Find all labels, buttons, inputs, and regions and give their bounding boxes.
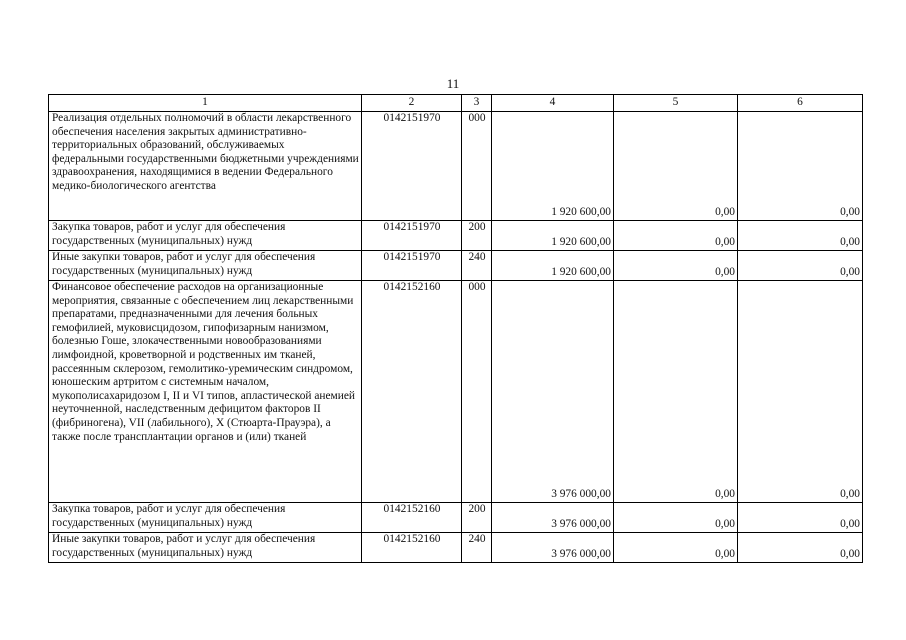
table-row [49,281,863,503]
amount-col5: 0,00 [614,251,738,281]
target-code: 0142152160 [362,503,462,533]
table-row [49,533,863,563]
amount-col6: 0,00 [738,503,863,533]
target-code: 0142151970 [362,221,462,251]
target-code: 0142152160 [362,281,462,503]
amount-col6: 0,00 [738,281,863,503]
amount-col4: 3 976 000,00 [492,281,614,503]
target-code: 0142152160 [362,533,462,563]
expense-name: Финансовое обеспечение расходов на организационные мероприятия, связанные с обеспечением лиц лекарственными препаратами, предназначенными для лечения больных гемофилией, муковисцидозом, гипофизарным нанизмом, болезнью Гоше, злокачественными новообразованиями лимфоидной, кроветворной и родственных им тканей, рассеянным склерозом, гемолитико-уремическим синдромом, юношеским артритом с системным началом, мукополисахаридозом I, II и VI типов, апластической анемией неуточненной, наследственным дефицитом факторов II (фибриногена), VII (лабильного), X (Стюарта-Прауэра), а также после трансплантации органов и (или) тканей [49,281,362,503]
amount-col5: 0,00 [614,281,738,503]
amount-col6: 0,00 [738,112,863,221]
target-code: 0142151970 [362,251,462,281]
expense-name: Иные закупки товаров, работ и услуг для обеспечения государственных (муниципальных) нужд [49,251,362,281]
amount-col4: 3 976 000,00 [492,533,614,563]
expense-type-code: 240 [462,533,492,563]
amount-col5: 0,00 [614,533,738,563]
expense-name: Закупка товаров, работ и услуг для обеспечения государственных (муниципальных) нужд [49,221,362,251]
table-row [49,112,863,221]
expense-type-code: 000 [462,112,492,221]
column-header: 1 [49,95,362,112]
column-header: 2 [362,95,462,112]
table-header-row [49,95,863,112]
target-code: 0142151970 [362,112,462,221]
expense-name: Закупка товаров, работ и услуг для обеспечения государственных (муниципальных) нужд [49,503,362,533]
column-header: 5 [614,95,738,112]
amount-col4: 3 976 000,00 [492,503,614,533]
amount-col4: 1 920 600,00 [492,251,614,281]
expense-name: Иные закупки товаров, работ и услуг для обеспечения государственных (муниципальных) нужд [49,533,362,563]
column-header: 3 [462,95,492,112]
expense-type-code: 240 [462,251,492,281]
expense-name: Реализация отдельных полномочий в области лекарственного обеспечения населения закрытых административно-территориальных образований, обслуживаемых федеральными государственными бюджетными учреждениями здравоохранения, находящимися в ведении Федерального медико-биологического агентства [49,112,362,221]
amount-col5: 0,00 [614,112,738,221]
amount-col5: 0,00 [614,503,738,533]
table-row [49,251,863,281]
budget-table [48,94,863,563]
expense-type-code: 200 [462,503,492,533]
table-row [49,221,863,251]
amount-col4: 1 920 600,00 [492,221,614,251]
amount-col6: 0,00 [738,221,863,251]
expense-type-code: 200 [462,221,492,251]
amount-col4: 1 920 600,00 [492,112,614,221]
table-row [49,503,863,533]
amount-col5: 0,00 [614,221,738,251]
column-header: 4 [492,95,614,112]
page-number: 11 [446,76,460,91]
amount-col6: 0,00 [738,251,863,281]
amount-col6: 0,00 [738,533,863,563]
column-header: 6 [738,95,863,112]
expense-type-code: 000 [462,281,492,503]
